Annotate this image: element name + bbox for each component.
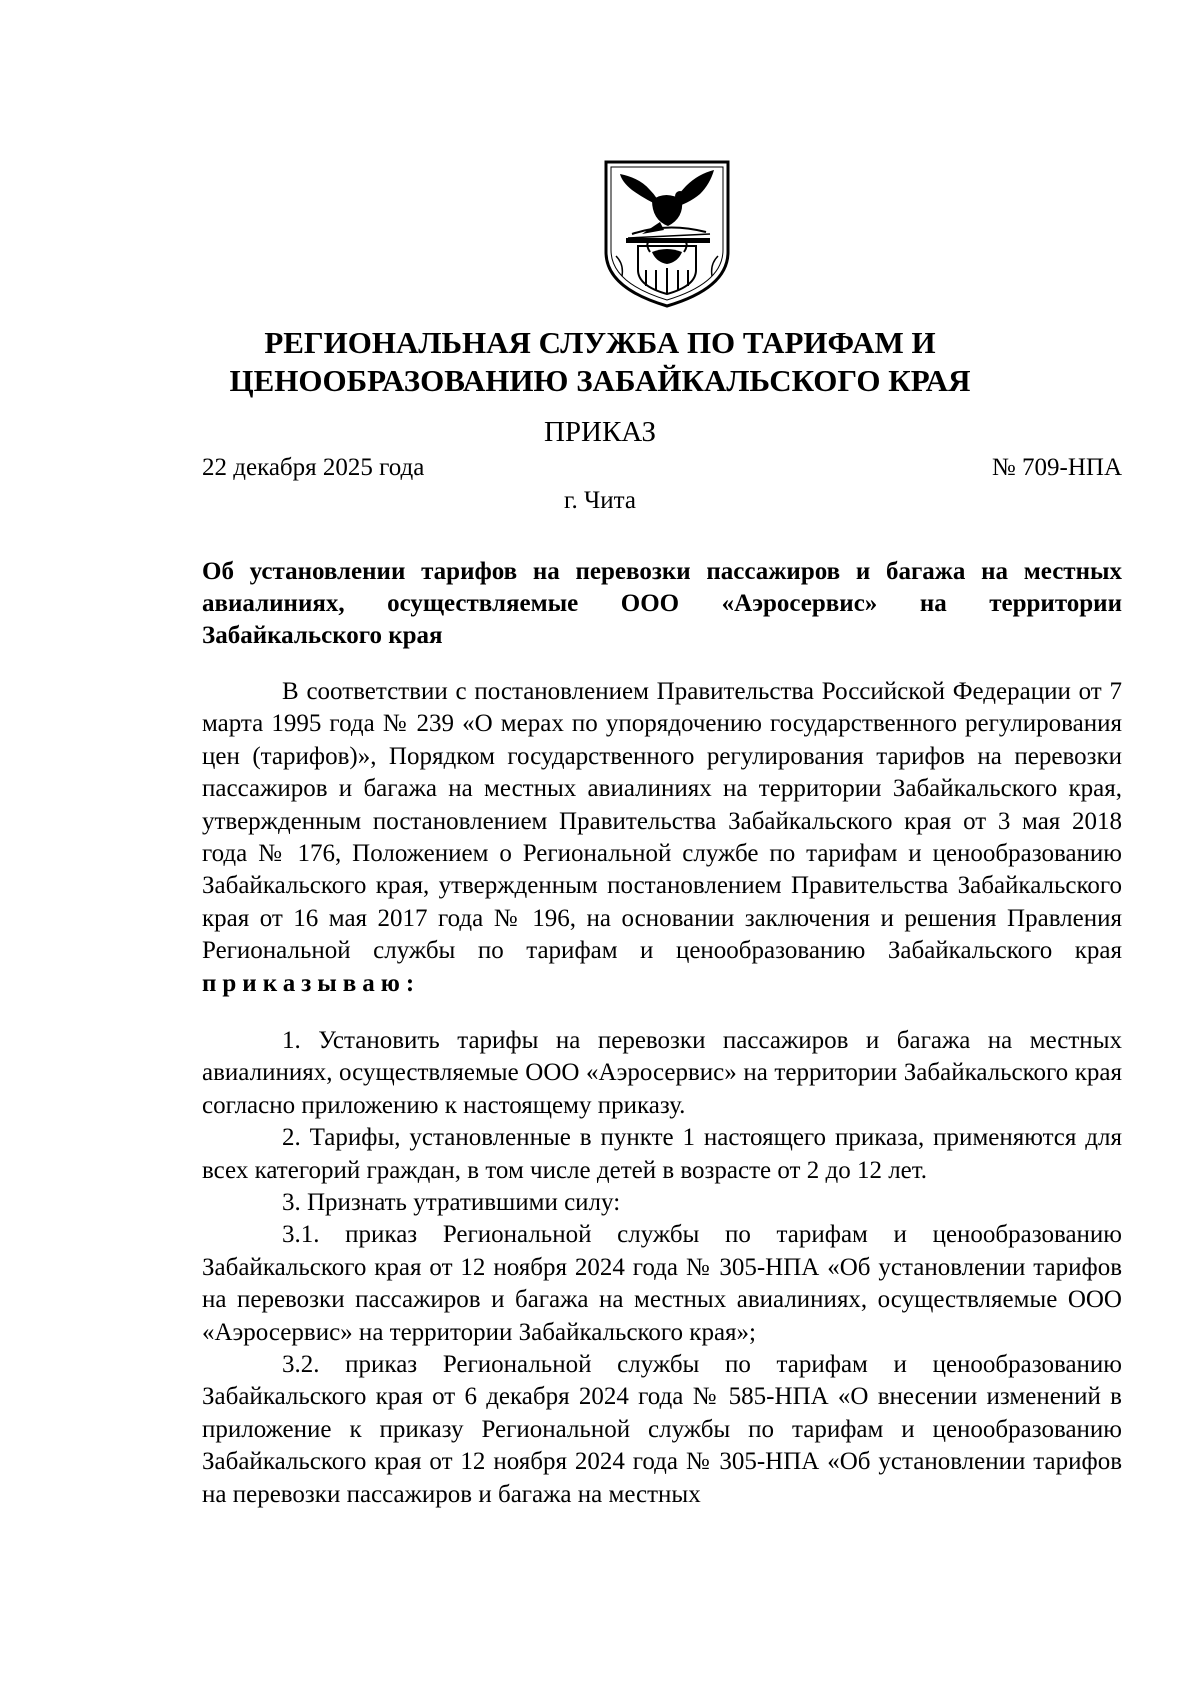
document-type: ПРИКАЗ [543, 416, 657, 448]
document-city: г. Чита [564, 487, 636, 514]
organization-title-line-1: РЕГИОНАЛЬНАЯ СЛУЖБА ПО ТАРИФАМ И [264, 325, 936, 360]
order-items [202, 1025, 1122, 1511]
coat-of-arms-emblem [602, 160, 732, 308]
preamble-command: приказываю: [202, 969, 421, 997]
order-item-3: 3. Признать утратившими силу: [282, 1189, 621, 1217]
preamble-text: В соответствии с постановлением Правительства Российской Федерации от 7 марта 1995 года № 239 «О мерах по упорядочению государственного регулирования цен (тарифов)», Порядком государственного регулирования тарифов на перевозки пассажиров и багажа на местных авиалиниях на территории Забайкальского края, утвержденным постановлением Правительства Забайкальского края от 3 мая 2018 года № 176, Положением о Региональной службе по тарифам и ценообразованию Забайкальского края, утвержденным постановлением Правительства Забайкальского края от 16 мая 2017 года № 196, на основании заключения и решения Правления Региональной службы по тарифам и ценообразованию Забайкальского края [202, 678, 1122, 965]
order-item-2: 2. Тарифы, установленные в пункте 1 настоящего приказа, применяются для всех категорий граждан, в том числе детей в возрасте от 2 до 12 лет. [202, 1124, 1122, 1184]
order-item-1: 1. Установить тарифы на перевозки пассажиров и багажа на местных авиалиниях, осуществляемые ООО «Аэросервис» на территории Забайкальского края согласно приложению к настоящему приказу. [202, 1027, 1122, 1119]
document-number: № 709-НПА [991, 454, 1122, 481]
preamble [202, 676, 1122, 1000]
document-subject: Об установлении тарифов на перевозки пассажиров и багажа на местных авиалиниях, осуществляемые ООО «Аэросервис» на территории Забайкальского края [202, 558, 1122, 649]
document-date: 22 декабря 2025 года [202, 454, 425, 481]
order-item-3-1: 3.1. приказ Региональной службы по тарифам и ценообразованию Забайкальского края от 12 ноября 2024 года № 305-НПА «Об установлении тарифов на перевозки пассажиров и багажа на местных авиалиниях, осуществляемые ООО «Аэросервис» на территории Забайкальского края»; [202, 1221, 1122, 1346]
order-item-3-2: 3.2. приказ Региональной службы по тарифам и ценообразованию Забайкальского края от 6 декабря 2024 года № 585-НПА «О внесении изменений в приложение к приказу Региональной службы по тарифам и ценообразованию Забайкальского края от 12 ноября 2024 года № 305-НПА «Об установлении тарифов на перевозки пассажиров и багажа на местных [202, 1351, 1122, 1508]
organization-title [0, 324, 1200, 400]
organization-title-line-2: ЦЕНООБРАЗОВАНИЮ ЗАБАЙКАЛЬСКОГО КРАЯ [229, 363, 971, 398]
preamble-paragraph [202, 676, 1122, 1000]
